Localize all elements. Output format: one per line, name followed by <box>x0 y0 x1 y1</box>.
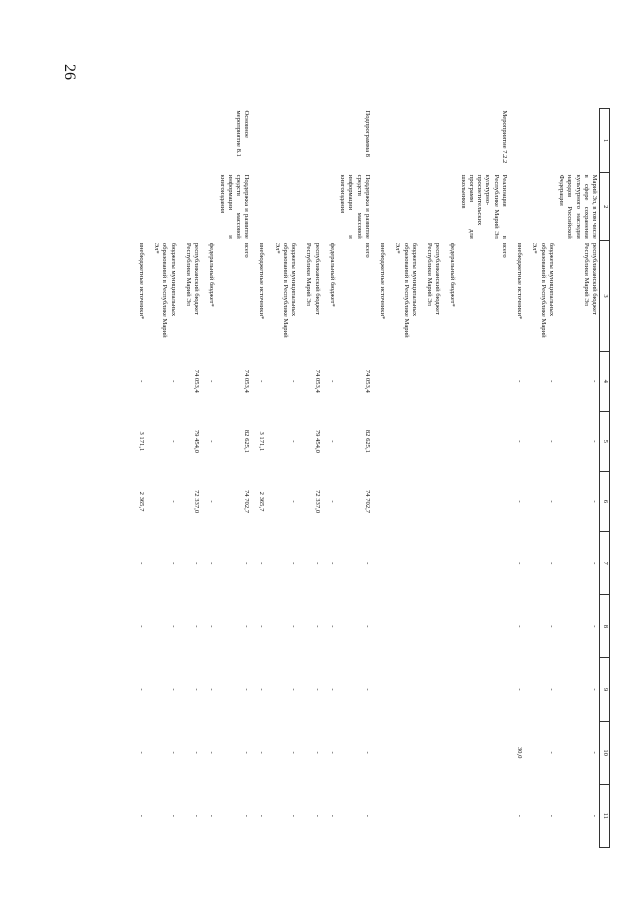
amount-cell <box>387 351 419 411</box>
amount-cell: - <box>258 380 266 383</box>
amount-cell: - <box>516 562 524 565</box>
amount-cell: - <box>591 440 598 443</box>
item-code-cell <box>419 109 442 173</box>
amount-cell: 72 337,0 <box>313 489 321 514</box>
amount-cell <box>387 471 419 531</box>
item-title-cell <box>251 173 266 241</box>
amount-cell: - <box>591 562 598 565</box>
amount-cell: - <box>258 751 266 754</box>
page-number: 26 <box>61 64 78 80</box>
item-code-cell <box>267 109 299 173</box>
amount-cell: - <box>208 380 216 383</box>
funding-source-cell: республиканский бюджет Республики Марий Эл <box>582 242 598 315</box>
amount-cell: - <box>290 688 298 691</box>
amount-cell: 3 171,1 <box>258 431 266 452</box>
amount-cell <box>387 532 419 595</box>
item-title-cell <box>178 173 201 241</box>
amount-cell <box>372 721 387 784</box>
amount-cell <box>457 721 508 784</box>
funding-source-cell: всего <box>363 242 371 258</box>
amount-cell: - <box>169 814 177 817</box>
amount-cell: - <box>193 814 201 817</box>
funding-source-cell: всего <box>500 242 508 258</box>
amount-cell <box>419 351 442 411</box>
amount-cell: - <box>591 625 598 628</box>
amount-cell: - <box>328 751 336 754</box>
amount-cell: 72 337,0 <box>193 489 201 514</box>
funding-source-cell: федеральный бюджет* <box>449 242 457 307</box>
amount-cell <box>372 658 387 721</box>
amount-cell <box>372 595 387 658</box>
amount-cell: - <box>313 688 321 691</box>
table-row <box>387 109 419 848</box>
item-code-cell <box>131 109 146 173</box>
table-row <box>372 109 387 848</box>
amount-cell: - <box>516 500 524 503</box>
amount-cell: - <box>169 380 177 383</box>
amount-cell: - <box>208 500 216 503</box>
amount-cell: - <box>516 814 524 817</box>
item-title-cell: Поддержка и развитие средств массовой информации и книгоиздания <box>339 174 371 239</box>
amount-cell <box>372 351 387 411</box>
amount-cell: 82 625,1 <box>243 429 251 453</box>
amount-cell <box>457 784 508 847</box>
amount-cell: - <box>328 380 336 383</box>
table-row <box>524 109 556 848</box>
amount-cell: - <box>328 814 336 817</box>
amount-cell: 74 702,7 <box>363 489 371 514</box>
amount-cell: - <box>591 751 598 754</box>
funding-source-cell: бюджеты муниципальных образований в Республике Марий Эл* <box>531 242 555 338</box>
table-row <box>131 109 146 848</box>
column-header-10: 10 <box>600 721 610 784</box>
amount-cell: 82 625,1 <box>363 429 371 453</box>
item-code-cell <box>556 109 600 173</box>
item-title-cell: Реализация в Республике Марий Эл культурно-просветительских программ для школьников <box>459 174 508 239</box>
funding-source-cell: бюджеты муниципальных образований в Республике Марий Эл* <box>394 242 418 338</box>
amount-cell: - <box>290 562 298 565</box>
column-header-8: 8 <box>600 595 610 658</box>
amount-cell: - <box>193 625 201 628</box>
amount-cell: - <box>363 562 371 565</box>
amount-cell: - <box>193 751 201 754</box>
amount-cell: - <box>208 751 216 754</box>
table-row <box>146 109 178 848</box>
amount-cell: - <box>328 440 336 443</box>
amount-cell: - <box>363 814 371 817</box>
amount-cell: - <box>193 562 201 565</box>
amount-cell: 74 053,4 <box>363 369 371 393</box>
table-row <box>201 109 216 848</box>
amount-cell: - <box>243 688 251 691</box>
amount-cell: - <box>208 562 216 565</box>
amount-cell: - <box>328 562 336 565</box>
column-header-2: 2 <box>600 173 610 241</box>
amount-cell: - <box>290 440 298 443</box>
funding-source-cell: внебюджетные источники* <box>516 242 524 320</box>
amount-cell <box>387 784 419 847</box>
amount-cell <box>442 658 457 721</box>
amount-cell <box>419 411 442 471</box>
amount-cell: - <box>169 440 177 443</box>
amount-cell: - <box>313 562 321 565</box>
amount-cell: - <box>516 688 524 691</box>
column-number-header <box>600 109 610 848</box>
amount-cell <box>419 532 442 595</box>
column-header-1: 1 <box>600 109 610 173</box>
item-title-cell <box>201 173 216 241</box>
amount-cell: - <box>169 625 177 628</box>
amount-cell: - <box>591 380 598 383</box>
amount-cell: - <box>243 814 251 817</box>
amount-cell: 74 053,4 <box>193 369 201 393</box>
table-row <box>251 109 266 848</box>
column-header-6: 6 <box>600 471 610 531</box>
amount-cell <box>442 595 457 658</box>
column-header-7: 7 <box>600 532 610 595</box>
table-row <box>267 109 299 848</box>
amount-cell: - <box>258 562 266 565</box>
amount-cell <box>419 784 442 847</box>
amount-cell: - <box>169 751 177 754</box>
amount-cell: - <box>547 562 555 565</box>
amount-cell <box>442 411 457 471</box>
amount-cell: 74 702,7 <box>243 489 251 514</box>
item-code-cell <box>146 109 178 173</box>
funding-source-cell: бюджеты муниципальных образований в Республике Марий Эл* <box>153 242 177 338</box>
table-row <box>298 109 321 848</box>
table-row <box>216 109 251 848</box>
amount-cell: - <box>208 814 216 817</box>
amount-cell: - <box>363 688 371 691</box>
amount-cell: - <box>290 500 298 503</box>
item-title-cell <box>298 173 321 241</box>
amount-cell: - <box>313 625 321 628</box>
amount-cell: - <box>208 440 216 443</box>
amount-cell <box>419 471 442 531</box>
amount-cell <box>442 784 457 847</box>
column-header-5: 5 <box>600 411 610 471</box>
amount-cell: - <box>547 688 555 691</box>
amount-cell: - <box>137 688 145 691</box>
table-row <box>457 109 508 848</box>
funding-source-cell: федеральный бюджет* <box>328 242 336 307</box>
item-title-cell <box>322 173 337 241</box>
amount-cell: - <box>290 814 298 817</box>
amount-cell <box>387 411 419 471</box>
funding-source-cell: внебюджетные источники* <box>258 242 266 320</box>
funding-source-cell: федеральный бюджет* <box>208 242 216 307</box>
amount-cell: - <box>547 380 555 383</box>
amount-cell: - <box>290 625 298 628</box>
amount-cell: - <box>591 814 598 817</box>
amount-cell: - <box>258 688 266 691</box>
amount-cell <box>387 721 419 784</box>
funding-source-cell: республиканский бюджет Республики Марий Эл <box>305 242 321 315</box>
amount-cell: - <box>591 500 598 503</box>
funding-source-cell: всего <box>243 242 251 258</box>
item-code-cell: Мероприятие 7.2.2 <box>500 110 508 164</box>
table-row <box>419 109 442 848</box>
amount-cell <box>419 658 442 721</box>
amount-cell: - <box>290 751 298 754</box>
amount-cell: - <box>169 500 177 503</box>
amount-cell: - <box>137 625 145 628</box>
amount-cell <box>419 721 442 784</box>
amount-cell: 79 454,0 <box>313 429 321 453</box>
amount-cell <box>372 471 387 531</box>
amount-cell: - <box>243 625 251 628</box>
item-code-cell <box>524 109 556 173</box>
budget-table-page <box>110 108 610 848</box>
amount-cell: - <box>516 625 524 628</box>
amount-cell <box>372 411 387 471</box>
item-title-cell <box>372 173 387 241</box>
amount-cell: 2 365,7 <box>137 491 145 512</box>
item-code-cell <box>442 109 457 173</box>
table-row <box>509 109 524 848</box>
item-title-cell <box>267 173 299 241</box>
amount-cell: - <box>313 751 321 754</box>
item-code-cell <box>201 109 216 173</box>
amount-cell <box>387 658 419 721</box>
amount-cell: 3 171,1 <box>137 431 145 452</box>
item-title-cell <box>419 173 442 241</box>
amount-cell: - <box>547 440 555 443</box>
amount-cell: - <box>290 380 298 383</box>
amount-cell: - <box>363 625 371 628</box>
funding-source-cell: внебюджетные источники* <box>379 242 387 320</box>
item-code-cell <box>372 109 387 173</box>
amount-cell <box>457 658 508 721</box>
table-row <box>337 109 372 848</box>
amount-cell <box>457 532 508 595</box>
amount-cell <box>372 784 387 847</box>
amount-cell: - <box>137 751 145 754</box>
column-header-11: 11 <box>600 784 610 847</box>
item-title-cell <box>387 173 419 241</box>
item-title-cell <box>524 173 556 241</box>
amount-cell: 74 053,4 <box>313 369 321 393</box>
amount-cell: - <box>547 625 555 628</box>
table-row <box>178 109 201 848</box>
funding-source-cell: бюджеты муниципальных образований в Республике Марий Эл* <box>273 242 298 338</box>
amount-cell <box>457 471 508 531</box>
amount-cell <box>457 411 508 471</box>
item-title-cell <box>509 173 524 241</box>
table-row <box>442 109 457 848</box>
item-code-cell <box>298 109 321 173</box>
amount-cell: - <box>547 751 555 754</box>
item-code-cell: Основное мероприятие 8.1 <box>235 110 251 157</box>
amount-cell: - <box>137 814 145 817</box>
amount-cell: 30,0 <box>516 746 524 759</box>
column-header-4: 4 <box>600 351 610 411</box>
amount-cell <box>457 595 508 658</box>
amount-cell: - <box>363 751 371 754</box>
amount-cell: - <box>208 688 216 691</box>
item-code-cell: Подпрограмма 8 <box>363 110 371 157</box>
amount-cell: - <box>243 751 251 754</box>
table-row <box>322 109 337 848</box>
amount-cell: - <box>258 625 266 628</box>
amount-cell: - <box>137 562 145 565</box>
amount-cell: - <box>328 688 336 691</box>
item-title-cell <box>146 173 178 241</box>
amount-cell <box>457 351 508 411</box>
amount-cell: - <box>169 688 177 691</box>
amount-cell: - <box>591 688 598 691</box>
amount-cell: 2 365,7 <box>258 491 266 512</box>
item-title-cell <box>131 173 146 241</box>
amount-cell <box>387 595 419 658</box>
item-title-cell: Марий Эл, в том числе в сфере сохранения культурного наследия народов Российской Федерации <box>558 174 598 239</box>
amount-cell: - <box>169 562 177 565</box>
item-code-cell <box>251 109 266 173</box>
item-code-cell <box>509 109 524 173</box>
item-title-cell: Поддержка и развитие средств массовой информации и книгоиздания <box>218 174 251 239</box>
amount-cell: - <box>516 440 524 443</box>
amount-cell: - <box>328 625 336 628</box>
funding-source-cell: республиканский бюджет Республики Марий Эл <box>426 242 442 315</box>
item-title-cell <box>442 173 457 241</box>
amount-cell: - <box>193 688 201 691</box>
item-code-cell <box>178 109 201 173</box>
amount-cell: - <box>243 562 251 565</box>
amount-cell: - <box>208 625 216 628</box>
item-code-cell <box>387 109 419 173</box>
amount-cell: 74 053,4 <box>243 369 251 393</box>
amount-cell: - <box>258 814 266 817</box>
amount-cell <box>442 471 457 531</box>
amount-cell: 79 454,0 <box>193 429 201 453</box>
amount-cell: - <box>516 380 524 383</box>
amount-cell <box>372 532 387 595</box>
table-body <box>131 109 600 848</box>
amount-cell: - <box>547 500 555 503</box>
amount-cell <box>442 532 457 595</box>
column-header-3: 3 <box>600 241 610 351</box>
amount-cell: - <box>547 814 555 817</box>
column-header-9: 9 <box>600 658 610 721</box>
funding-source-cell: внебюджетные источники* <box>137 242 145 320</box>
item-code-cell <box>322 109 337 173</box>
amount-cell <box>442 351 457 411</box>
table-row <box>556 109 600 848</box>
amount-cell <box>419 595 442 658</box>
amount-cell: - <box>137 380 145 383</box>
funding-source-cell: республиканский бюджет Республики Марий Эл <box>184 242 201 315</box>
amount-cell <box>442 721 457 784</box>
budget-table <box>131 108 610 848</box>
amount-cell: - <box>313 814 321 817</box>
amount-cell: - <box>328 500 336 503</box>
